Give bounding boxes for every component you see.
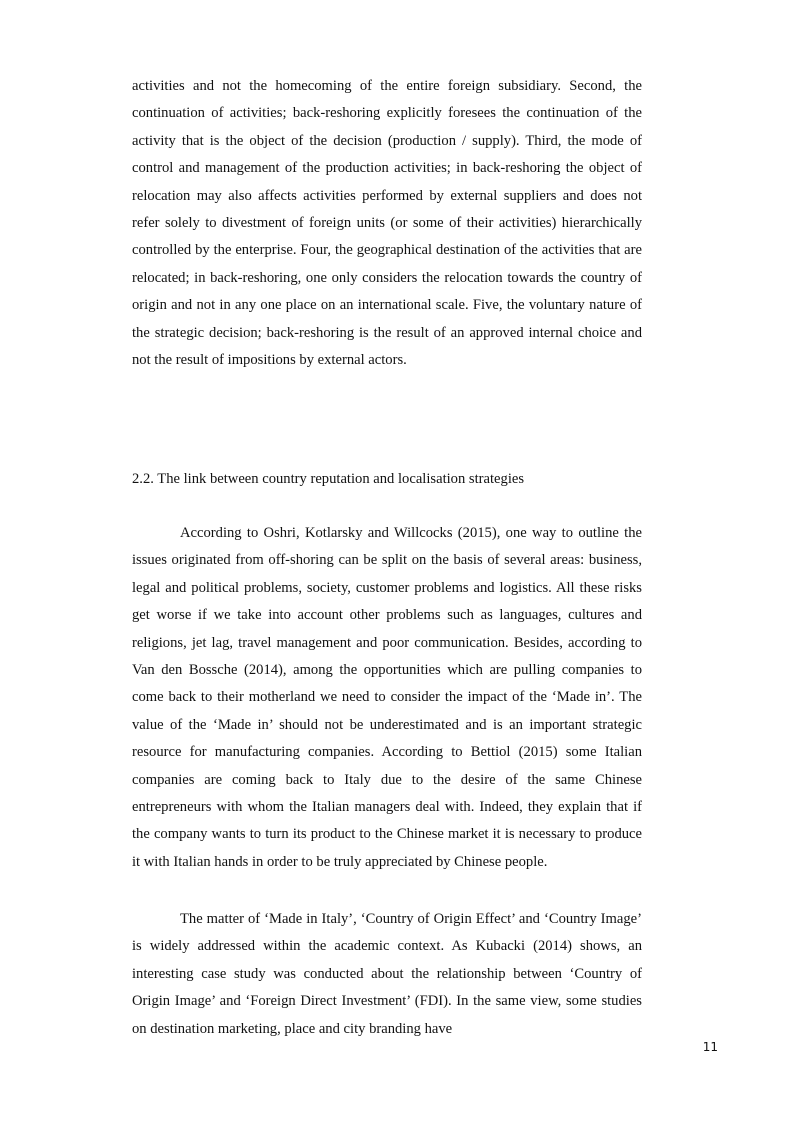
body-paragraph: activities and not the homecoming of the entire foreign subsidiary. Second, the continuation of activities; back-reshoring explicitly foresees the continuation of the activity that is the object of the decision (production / supply). Third, the mode of control and management of the production activities; in back-reshoring the object of relocation may also affects activities performed by external suppliers and does not refer solely to divestment of foreign units (or some of their activities) hierarchically controlled by the enterprise. Four, the geographical destination of the activities that are relocated; in back-reshoring, one only considers the relocation towards the country of origin and not in any one place on an international scale. Five, the voluntary nature of the strategic decision; back-reshoring is the result of an approved internal choice and not the result of impositions by external actors. (132, 78, 642, 369)
section-heading: 2.2. The link between country reputation and localisation strategies (132, 471, 525, 487)
body-paragraph: The matter of ‘Made in Italy’, ‘Country of Origin Effect’ and ‘Country Image’ is widely addressed within the academic context. As Kubacki (2014) shows, an interesting case study was conducted about the relationship between ‘Country of Origin Image’ and ‘Foreign Direct Investment’ (FDI). In the same view, some studies on destination marketing, place and city branding have (132, 911, 642, 1037)
body-paragraph: According to Oshri, Kotlarsky and Willcocks (2015), one way to outline the issues originated from off-shoring can be split on the basis of several areas: business, legal and political problems, society, customer problems and logistics. All these risks get worse if we take into account other problems such as languages, cultures and religions, jet lag, travel management and poor communication. Besides, according to Van den Bossche (2014), among the opportunities which are pulling companies to come back to their motherland we need to consider the impact of the ‘Made in’. The value of the ‘Made in’ should not be underestimated and is an important strategic resource for manufacturing companies. According to Bettiol (2015) some Italian companies are coming back to Italy due to the desire of the same Chinese entrepreneurs with whom the Italian managers deal with. Indeed, they explain that if the company wants to turn its product to the Chinese market it is necessary to produce it with Italian hands in order to be truly appreciated by Chinese people. (132, 525, 642, 870)
page-number: 11 (702, 1040, 718, 1054)
